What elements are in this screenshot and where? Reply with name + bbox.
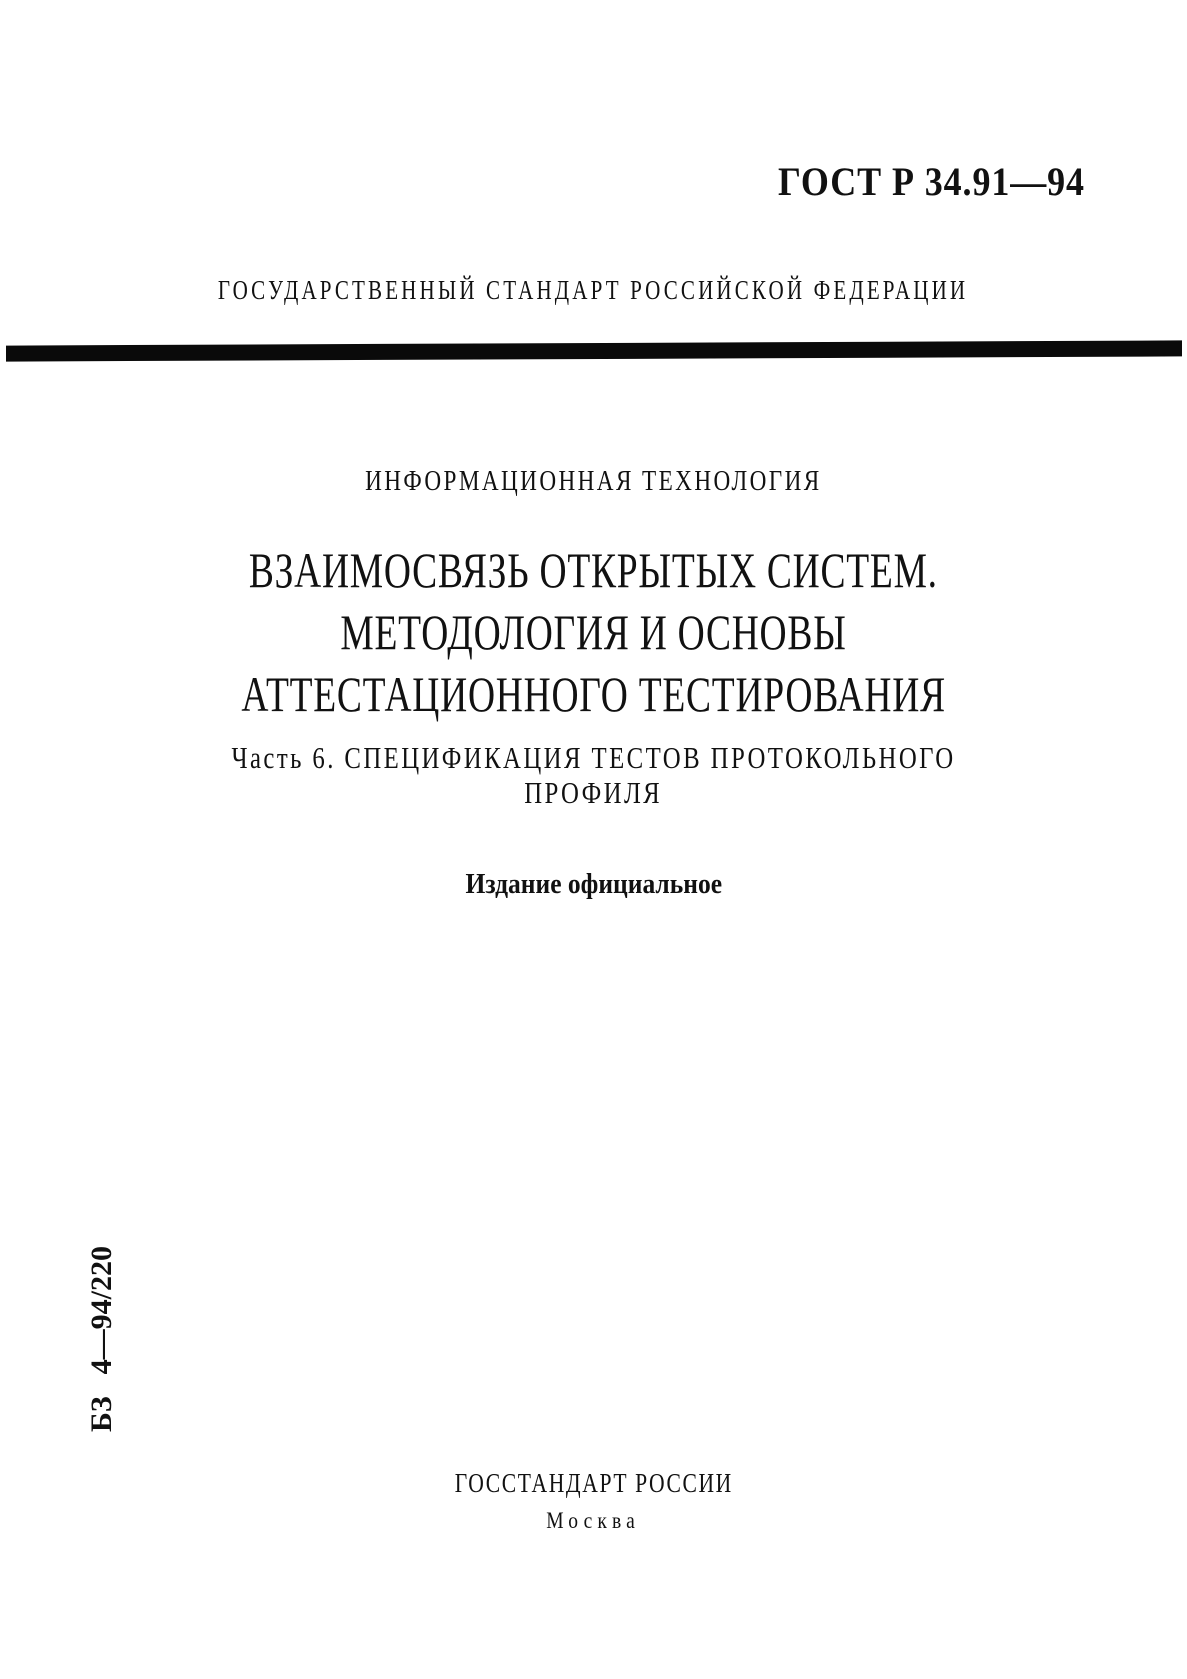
main-title-text: АТТЕСТАЦИОННОГО ТЕСТИРОВАНИЯ [241,666,946,722]
main-title-text: МЕТОДОЛОГИЯ И ОСНОВЫ [340,604,847,660]
horizontal-rule [6,340,1182,361]
part-title-text: ПРОФИЛЯ [524,775,663,810]
edition-text: Издание официальное [465,868,722,900]
part-title-line-2 [0,775,1187,811]
city-text: Москва [546,1508,641,1533]
main-title-line-3 [0,664,1187,724]
edition-label [0,868,1187,901]
part-title-text: Часть 6. СПЕЦИФИКАЦИЯ ТЕСТОВ ПРОТОКОЛЬНОГО [231,740,956,775]
publisher [0,1468,1187,1499]
main-title-text: ВЗАИМОСВЯЗЬ ОТКРЫТЫХ СИСТЕМ. [249,542,938,598]
publisher-text: ГОССТАНДАРТ РОССИИ [454,1468,733,1498]
side-code-prefix: БЗ [85,1396,118,1432]
federation-header-text: ГОСУДАРСТВЕННЫЙ СТАНДАРТ РОССИЙСКОЙ ФЕДЕРАЦИИ [218,275,969,305]
main-title-line-2 [0,602,1187,662]
publication-city [0,1508,1187,1534]
main-title-line-1 [0,540,1187,600]
federation-header [0,275,1187,306]
series-title [0,465,1187,498]
side-catalog-code [85,1246,119,1432]
series-title-text: ИНФОРМАЦИОННАЯ ТЕХНОЛОГИЯ [365,465,822,497]
side-code-number: 4—94/220 [85,1245,118,1375]
standard-number: ГОСТ Р 34.91—94 [778,159,1085,204]
part-title-line-1 [0,740,1187,776]
